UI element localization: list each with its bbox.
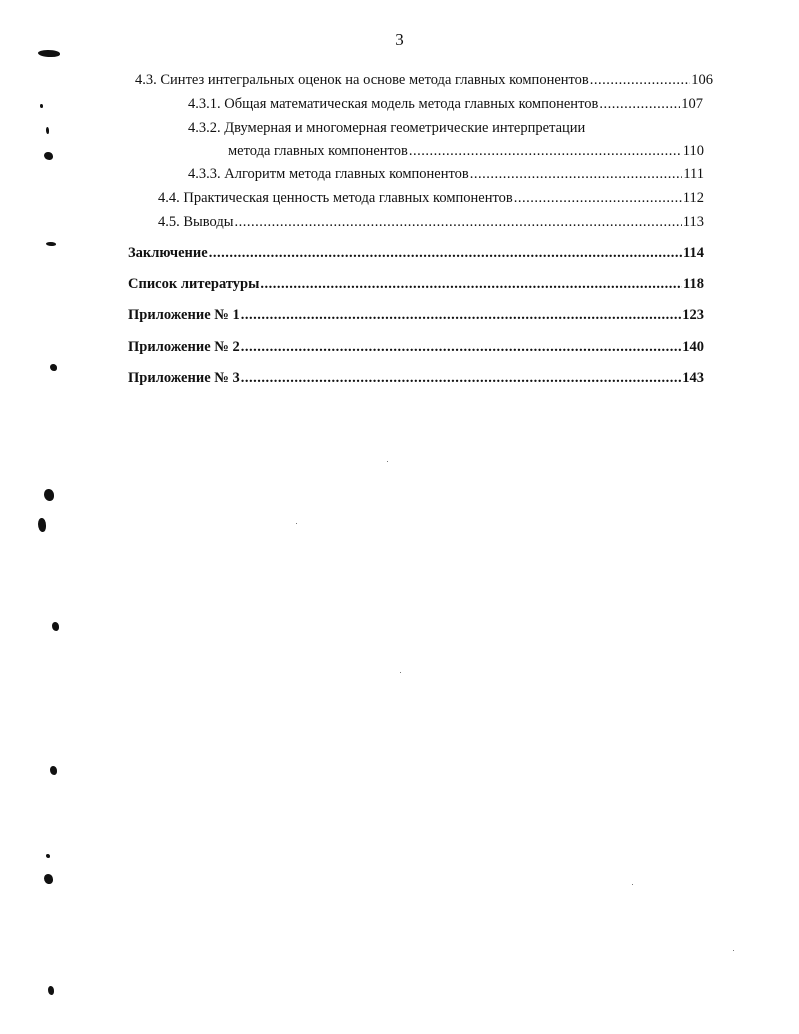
toc-entry-label: 4.4. Практическая ценность метода главных компонентов: [158, 190, 513, 206]
dot-leader: [409, 142, 682, 160]
dot-leader: [514, 189, 682, 207]
scan-speck: [44, 874, 53, 884]
toc-entry-page: 113: [682, 214, 704, 230]
toc-entry-label: Приложение № 2: [128, 339, 240, 355]
toc-entry-label: 4.3.1. Общая математическая модель метода главных компонентов: [188, 96, 599, 112]
dot-leader: [241, 338, 682, 356]
scan-speck: [40, 104, 43, 108]
toc-entry-label: 4.3. Синтез интегральных оценок на основе метода главных компонентов: [135, 72, 589, 88]
toc-entry-4-3[interactable]: [135, 71, 713, 89]
scan-dot: [387, 461, 388, 462]
scan-speck: [46, 127, 49, 134]
toc-entry-label: метода главных компонентов: [228, 143, 408, 159]
toc-entry-page: 114: [683, 245, 704, 261]
scan-speck: [50, 766, 57, 775]
toc-entry-label: 4.5. Выводы: [158, 214, 234, 230]
dot-leader: [241, 369, 682, 387]
toc-entry-page: 118: [683, 276, 704, 292]
toc-entry-4-3-2[interactable]: [228, 142, 704, 160]
toc-entry-label: 4.3.3. Алгоритм метода главных компонентов: [188, 166, 469, 182]
toc-entry-page: 112: [682, 190, 704, 206]
toc-entry-page: 107: [681, 96, 703, 112]
dot-leader: [209, 244, 682, 262]
scan-speck: [52, 622, 59, 631]
scan-dot: [632, 884, 633, 885]
toc-entry-appendix-2[interactable]: [128, 338, 704, 356]
toc-entry-label: Приложение № 1: [128, 307, 240, 323]
toc-entry-label: Список литературы: [128, 276, 260, 292]
toc-entry-4-3-2-line1: 4.3.2. Двумерная и многомерная геометрические интерпретации: [188, 120, 586, 136]
toc-entry-4-3-1[interactable]: [188, 95, 703, 113]
scan-speck: [50, 364, 57, 371]
scan-dot: [400, 672, 401, 673]
dot-leader: [260, 275, 682, 293]
scan-dot: [296, 523, 297, 524]
toc-entry-references[interactable]: [128, 275, 704, 293]
toc-entry-page: 111: [683, 166, 704, 182]
scan-speck: [44, 152, 53, 160]
scan-speck: [44, 489, 54, 501]
toc-entry-appendix-3[interactable]: [128, 369, 704, 387]
scan-speck: [38, 518, 46, 532]
scan-speck: [38, 50, 60, 57]
toc-entry-page: 143: [682, 370, 704, 386]
dot-leader: [599, 95, 680, 113]
scan-speck: [48, 986, 54, 995]
scan-speck: [46, 242, 56, 246]
toc-entry-4-3-3[interactable]: [188, 165, 704, 183]
toc-entry-conclusion[interactable]: [128, 244, 704, 262]
scan-speck: [46, 854, 50, 858]
page-number: 3: [395, 30, 404, 49]
toc-entry-4-5[interactable]: [158, 213, 704, 231]
scan-dot: [733, 950, 734, 951]
dot-leader: [241, 306, 682, 324]
toc-entry-4-4[interactable]: [158, 189, 704, 207]
toc-entry-page: 123: [682, 307, 704, 323]
toc-entry-page: 110: [682, 143, 704, 159]
dot-leader: [470, 165, 683, 183]
toc-entry-label: Заключение: [128, 245, 208, 261]
toc-entry-label: Приложение № 3: [128, 370, 240, 386]
dot-leader: [590, 71, 690, 89]
dot-leader: [235, 213, 682, 231]
toc-entry-appendix-1[interactable]: [128, 306, 704, 324]
toc-entry-page: 106: [691, 72, 713, 88]
toc-entry-page: 140: [682, 339, 704, 355]
